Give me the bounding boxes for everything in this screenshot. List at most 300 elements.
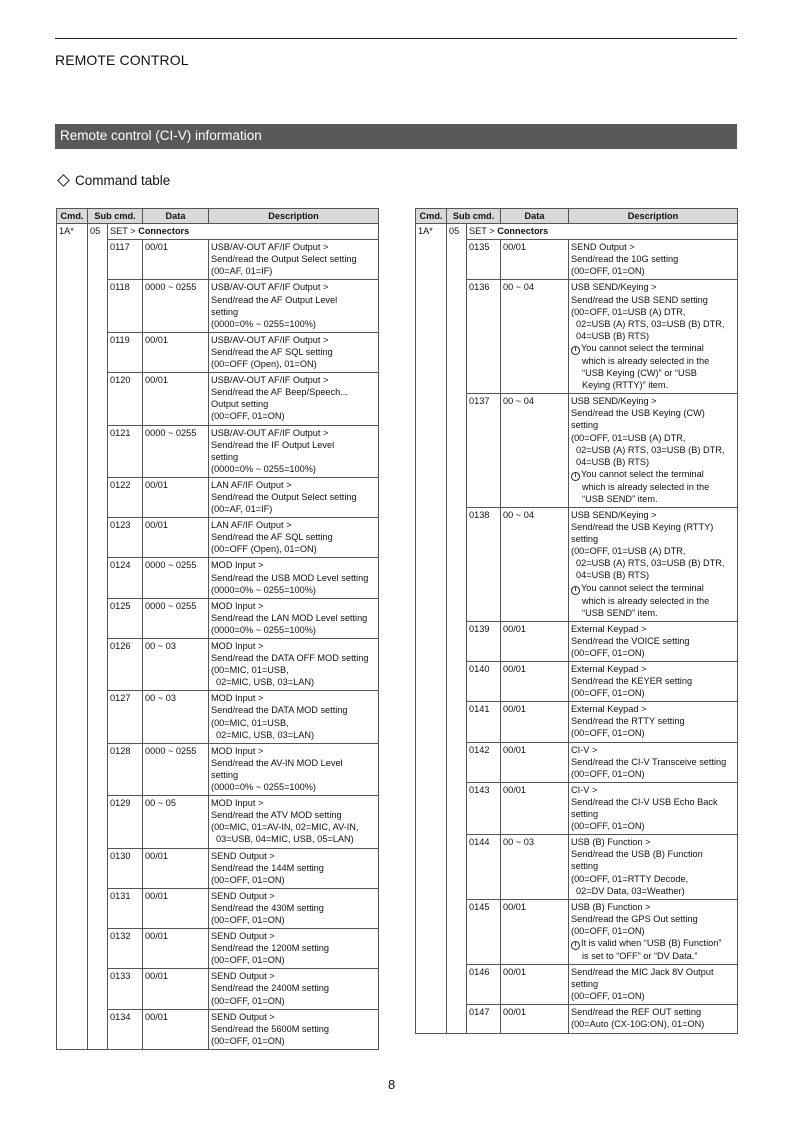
description-cell — [209, 280, 379, 332]
data-range-cell: 0000 ~ 0255 — [143, 558, 209, 598]
description-line — [571, 379, 735, 391]
description-line — [211, 531, 376, 543]
description-line-text: Send/read the 430M setting — [211, 902, 324, 913]
set-category-cell — [108, 224, 379, 240]
data-range-cell: 00/01 — [501, 899, 569, 964]
description-line-text: (00=OFF, 01=ON) — [211, 874, 285, 885]
description-line — [211, 797, 376, 809]
description-line-text: USB/AV-OUT AF/IF Output > — [211, 334, 329, 345]
description-line-text: MOD Input > — [211, 560, 264, 571]
description-line-text: (00=AF, 01=IF) — [211, 504, 273, 515]
description-line-text: (00=OFF, 01=ON) — [571, 925, 645, 936]
description-line-text: External Keypad > — [571, 704, 647, 715]
set-category-label: Connectors — [497, 226, 549, 237]
header-description: Description — [569, 209, 738, 224]
description-line-text: Send/read the USB Keying (CW) — [571, 408, 705, 419]
description-line-text: setting — [571, 861, 599, 872]
data-range-cell: 00/01 — [143, 477, 209, 517]
description-line — [211, 265, 376, 277]
description-line — [211, 543, 376, 555]
description-line — [211, 503, 376, 515]
description-line-text: (00=OFF, 01=ON) — [211, 955, 285, 966]
description-line — [571, 545, 735, 557]
description-line — [571, 456, 735, 468]
description-line — [211, 1035, 376, 1047]
description-line — [571, 635, 735, 647]
description-line — [211, 600, 376, 612]
description-line-text: USB/AV-OUT AF/IF Output > — [211, 375, 329, 386]
description-line — [211, 833, 376, 845]
description-line-text: (00=OFF, 01=ON) — [211, 995, 285, 1006]
data-range-cell: 00/01 — [501, 240, 569, 280]
set-category-cell — [467, 224, 738, 240]
cmd-cell: 1A* — [416, 224, 447, 1033]
command-table-heading — [57, 173, 170, 188]
description-line — [571, 937, 735, 950]
description-line — [211, 584, 376, 596]
description-line — [211, 241, 376, 253]
sub-code-cell: 0122 — [108, 477, 143, 517]
description-line — [571, 727, 735, 739]
sub-code-cell: 0125 — [108, 598, 143, 638]
header-sub-cmd: Sub cmd. — [447, 209, 501, 224]
description-cell — [209, 691, 379, 743]
description-line-text: setting — [571, 534, 599, 545]
description-line — [571, 407, 735, 419]
sub-code-cell: 0131 — [108, 888, 143, 928]
description-line-text: (00=OFF, 01=ON) — [571, 768, 645, 779]
description-line-text: setting — [211, 451, 239, 462]
description-line-text: (00=OFF, 01=ON) — [571, 821, 645, 832]
description-line-text: 03=USB, 04=MIC, USB, 05=LAN) — [216, 834, 354, 845]
description-line-text: USB SEND/Keying > — [571, 282, 657, 293]
data-range-cell: 00/01 — [143, 240, 209, 280]
page-number: 8 — [388, 1077, 396, 1092]
description-line-text: Send/read the AF Beep/Speech... — [211, 387, 348, 398]
description-line — [211, 491, 376, 503]
description-line-text: 04=USB (B) RTS) — [576, 330, 650, 341]
sub-code-cell: 0126 — [108, 639, 143, 691]
description-line — [211, 253, 376, 265]
data-range-cell: 0000 ~ 0255 — [143, 280, 209, 332]
set-row — [57, 224, 379, 240]
description-line — [571, 784, 735, 796]
description-line-text: SEND Output > — [211, 890, 275, 901]
data-range-cell: 00 ~ 04 — [501, 394, 569, 508]
description-line — [211, 346, 376, 358]
description-line-text: MOD Input > — [211, 600, 264, 611]
description-line-text: You cannot select the terminal — [581, 342, 704, 353]
description-line-text: Send/read the Output Select setting — [211, 254, 357, 265]
header-rule — [55, 38, 737, 39]
description-line — [571, 481, 735, 493]
description-line — [571, 1006, 735, 1018]
description-line-text: Send/read the USB (B) Function — [571, 849, 703, 860]
description-line-text: It is valid when “USB (B) Function” — [581, 937, 722, 948]
description-line — [571, 687, 735, 699]
sub-code-cell: 0142 — [467, 742, 501, 782]
description-line — [211, 874, 376, 886]
description-line — [211, 640, 376, 652]
description-line — [571, 355, 735, 367]
description-line — [211, 624, 376, 636]
description-line — [211, 954, 376, 966]
data-range-cell: 00/01 — [143, 373, 209, 425]
description-line — [211, 862, 376, 874]
description-line — [571, 925, 735, 937]
description-line — [571, 281, 735, 293]
data-range-cell: 00 ~ 04 — [501, 507, 569, 621]
description-line — [571, 744, 735, 756]
set-category-label: Connectors — [138, 226, 190, 237]
set-prefix: SET > — [110, 226, 139, 237]
description-line — [211, 982, 376, 994]
data-range-cell: 00/01 — [501, 782, 569, 834]
description-line-text: (00=OFF, 01=ON) — [571, 728, 645, 739]
description-line — [211, 572, 376, 584]
description-line-text: Keying (RTTY)” item. — [582, 380, 669, 391]
description-line — [571, 950, 735, 962]
data-range-cell: 00/01 — [501, 1005, 569, 1033]
description-line — [211, 559, 376, 571]
description-line-text: MOD Input > — [211, 798, 264, 809]
description-line — [211, 427, 376, 439]
description-cell — [569, 662, 738, 702]
description-line-text: setting — [211, 306, 239, 317]
sub-code-cell: 0124 — [108, 558, 143, 598]
sub-code-cell: 0146 — [467, 965, 501, 1005]
description-line — [571, 860, 735, 872]
description-cell — [209, 848, 379, 888]
description-line-text: (00=OFF, 01=ON) — [211, 411, 285, 422]
sub-code-cell: 0121 — [108, 425, 143, 477]
description-line — [211, 1023, 376, 1035]
description-line-text: Send/read the RTTY setting — [571, 716, 685, 727]
data-range-cell: 00 ~ 04 — [501, 280, 569, 394]
description-cell — [569, 621, 738, 661]
description-line-text: USB/AV-OUT AF/IF Output > — [211, 427, 329, 438]
description-line-text: is set to “OFF” or “DV Data.” — [582, 950, 698, 961]
description-line — [211, 439, 376, 451]
description-line — [571, 521, 735, 533]
description-line — [571, 253, 735, 265]
description-line-text: SEND Output > — [211, 850, 275, 861]
description-line — [571, 715, 735, 727]
description-line — [211, 334, 376, 346]
data-range-cell: 00/01 — [143, 888, 209, 928]
description-cell — [569, 835, 738, 899]
set-prefix: SET > — [469, 226, 498, 237]
command-table-right — [415, 208, 738, 1034]
description-line — [211, 821, 376, 833]
description-line — [211, 890, 376, 902]
description-line — [211, 519, 376, 531]
description-line — [211, 652, 376, 664]
description-line-text: 02=USB (A) RTS, 03=USB (B) DTR, — [576, 318, 725, 329]
header-cmd: Cmd. — [57, 209, 88, 224]
description-line — [571, 395, 735, 407]
description-line — [571, 990, 735, 1002]
description-line — [571, 306, 735, 318]
description-line-text: (00=MIC, 01=AV-IN, 02=MIC, AV-IN, — [211, 822, 359, 833]
description-cell — [209, 969, 379, 1009]
description-line — [571, 241, 735, 253]
description-line — [211, 781, 376, 793]
header-data: Data — [143, 209, 209, 224]
description-line — [211, 995, 376, 1007]
description-line — [211, 692, 376, 704]
data-range-cell: 00/01 — [143, 929, 209, 969]
sub-cmd-cell: 05 — [447, 224, 467, 1033]
table-header-row — [57, 209, 379, 224]
description-line-text: USB/AV-OUT AF/IF Output > — [211, 242, 329, 253]
data-range-cell: 00/01 — [501, 662, 569, 702]
description-line — [571, 848, 735, 860]
description-line — [211, 902, 376, 914]
description-line — [211, 318, 376, 330]
description-line — [571, 607, 735, 619]
sub-code-cell: 0140 — [467, 662, 501, 702]
set-row — [416, 224, 738, 240]
description-line — [571, 330, 735, 342]
cmd-cell: 1A* — [57, 224, 88, 1050]
description-line — [211, 294, 376, 306]
sub-code-cell: 0136 — [467, 280, 501, 394]
note-icon: i — [571, 346, 580, 355]
description-line-text: USB (B) Function > — [571, 837, 651, 848]
sub-code-cell: 0119 — [108, 332, 143, 372]
description-line — [571, 265, 735, 277]
description-line — [211, 745, 376, 757]
description-cell — [569, 899, 738, 964]
description-line-text: Send/read the Output Select setting — [211, 491, 357, 502]
description-line — [571, 432, 735, 444]
description-cell — [209, 332, 379, 372]
description-line-text: (00=OFF, 01=ON) — [211, 914, 285, 925]
sub-code-cell: 0130 — [108, 848, 143, 888]
description-line — [211, 664, 376, 676]
header-sub-cmd: Sub cmd. — [88, 209, 143, 224]
description-cell — [209, 240, 379, 280]
description-line-text: (00=OFF, 01=ON) — [571, 688, 645, 699]
description-line — [571, 808, 735, 820]
description-line-text: 02=USB (A) RTS, 03=USB (B) DTR, — [576, 444, 725, 455]
description-line — [211, 358, 376, 370]
description-line-text: which is already selected in the — [582, 355, 710, 366]
description-line — [571, 444, 735, 456]
description-line-text: USB SEND/Keying > — [571, 396, 657, 407]
description-line — [211, 914, 376, 926]
description-line-text: LAN AF/IF Output > — [211, 520, 292, 531]
description-line-text: (0000=0% ~ 0255=100%) — [211, 584, 316, 595]
description-line-text: You cannot select the terminal — [581, 468, 704, 479]
description-line — [571, 966, 735, 978]
sub-code-cell: 0118 — [108, 280, 143, 332]
description-line-text: Send/read the IF Output Level — [211, 439, 335, 450]
description-cell — [569, 702, 738, 742]
description-line-text: (00=Auto (CX-10G:ON), 01=ON) — [571, 1019, 705, 1030]
description-line — [571, 647, 735, 659]
sub-code-cell: 0147 — [467, 1005, 501, 1033]
description-line — [211, 410, 376, 422]
description-line — [211, 479, 376, 491]
description-line-text: Send/read the LAN MOD Level setting — [211, 612, 368, 623]
description-cell — [209, 888, 379, 928]
header-data: Data — [501, 209, 569, 224]
data-range-cell: 00 ~ 05 — [143, 796, 209, 848]
description-line — [571, 978, 735, 990]
description-line — [211, 930, 376, 942]
chapter-band-title: Remote control (CI-V) information — [55, 124, 737, 149]
description-line-text: which is already selected in the — [582, 595, 710, 606]
sub-code-cell: 0141 — [467, 702, 501, 742]
sub-code-cell: 0132 — [108, 929, 143, 969]
description-line — [571, 468, 735, 481]
table-header-row — [416, 209, 738, 224]
description-line — [211, 769, 376, 781]
description-line-text: External Keypad > — [571, 623, 647, 634]
sub-code-cell: 0123 — [108, 518, 143, 558]
description-cell — [569, 782, 738, 834]
sub-code-cell: 0128 — [108, 743, 143, 795]
description-line-text: Send/read the ATV MOD setting — [211, 810, 342, 821]
data-range-cell: 0000 ~ 0255 — [143, 743, 209, 795]
description-line-text: Send/read the AF Output Level — [211, 294, 338, 305]
description-line-text: SEND Output > — [211, 971, 275, 982]
description-line — [571, 885, 735, 897]
description-line-text: setting — [571, 420, 599, 431]
description-line-text: (00=OFF, 01=ON) — [211, 1035, 285, 1046]
data-range-cell: 00/01 — [501, 621, 569, 661]
description-line-text: Send/read the 10G setting — [571, 254, 679, 265]
description-line — [211, 809, 376, 821]
sub-code-cell: 0120 — [108, 373, 143, 425]
description-cell — [209, 425, 379, 477]
data-range-cell: 00/01 — [143, 332, 209, 372]
description-cell — [569, 965, 738, 1005]
data-range-cell: 00/01 — [501, 702, 569, 742]
description-line — [211, 281, 376, 293]
description-line-text: which is already selected in the — [582, 481, 710, 492]
description-line — [571, 820, 735, 832]
description-line — [211, 1011, 376, 1023]
note-icon: i — [571, 472, 580, 481]
sub-code-cell: 0127 — [108, 691, 143, 743]
description-line-text: You cannot select the terminal — [581, 582, 704, 593]
description-line — [571, 913, 735, 925]
note-icon: i — [571, 941, 580, 950]
description-line-text: Send/read the GPS Out setting — [571, 913, 698, 924]
description-cell — [209, 477, 379, 517]
description-cell — [209, 558, 379, 598]
data-range-cell: 00/01 — [501, 965, 569, 1005]
description-line — [571, 533, 735, 545]
description-cell — [209, 639, 379, 691]
description-line-text: (00=OFF, 01=USB (A) DTR, — [571, 306, 686, 317]
data-range-cell: 00 ~ 03 — [143, 639, 209, 691]
sub-code-cell: 0133 — [108, 969, 143, 1009]
description-line — [571, 873, 735, 885]
description-cell — [209, 929, 379, 969]
description-line-text: (00=OFF (Open), 01=ON) — [211, 544, 317, 555]
description-line-text: LAN AF/IF Output > — [211, 479, 292, 490]
description-line-text: (0000=0% ~ 0255=100%) — [211, 318, 316, 329]
description-line — [571, 796, 735, 808]
description-line — [571, 768, 735, 780]
description-line — [571, 493, 735, 505]
description-line-text: MOD Input > — [211, 641, 264, 651]
description-line — [211, 676, 376, 688]
description-line-text: USB (B) Function > — [571, 901, 651, 912]
data-range-cell: 00/01 — [143, 1009, 209, 1049]
description-line — [571, 675, 735, 687]
description-line-text: Send/read the USB Keying (RTTY) — [571, 522, 714, 533]
description-line — [571, 294, 735, 306]
description-cell — [209, 1009, 379, 1049]
description-line-text: Send/read the KEYER setting — [571, 676, 693, 687]
data-range-cell: 00/01 — [501, 742, 569, 782]
description-line-text: Send/read the 144M setting — [211, 862, 324, 873]
description-line-text: (00=OFF, 01=ON) — [571, 647, 645, 658]
header-description: Description — [209, 209, 379, 224]
description-line — [211, 729, 376, 741]
description-cell — [209, 373, 379, 425]
description-line-text: (00=OFF, 01=ON) — [571, 991, 645, 1002]
description-line — [571, 582, 735, 595]
description-line — [571, 557, 735, 569]
description-line — [571, 367, 735, 379]
description-line-text: Send/read the AV-IN MOD Level — [211, 757, 343, 768]
description-line-text: Send/read the USB MOD Level setting — [211, 572, 369, 583]
description-line — [211, 306, 376, 318]
description-line-text: Send/read the REF OUT setting — [571, 1007, 702, 1018]
description-line-text: 02=MIC, USB, 03=LAN) — [216, 729, 315, 740]
description-line-text: Send/read the VOICE setting — [571, 635, 690, 646]
description-line-text: Send/read the USB SEND setting — [571, 294, 708, 305]
description-line — [571, 663, 735, 675]
sub-code-cell: 0117 — [108, 240, 143, 280]
description-line-text: Send/read the AF SQL setting — [211, 532, 333, 543]
data-range-cell: 00 ~ 03 — [501, 835, 569, 899]
command-table-heading-text: Command table — [75, 173, 171, 188]
description-cell — [209, 743, 379, 795]
description-line-text: “USB SEND” item. — [582, 493, 658, 504]
description-line-text: CI-V > — [571, 744, 598, 755]
description-line — [571, 509, 735, 521]
description-line-text: Send/read the 1200M setting — [211, 943, 330, 954]
data-range-cell: 00/01 — [143, 969, 209, 1009]
description-line-text: “USB Keying (CW)” or “USB — [582, 368, 697, 379]
note-icon: i — [571, 586, 580, 595]
description-line-text: CI-V > — [571, 784, 598, 795]
description-line-text: Send/read the CI-V USB Echo Back — [571, 796, 718, 807]
data-range-cell: 00/01 — [143, 518, 209, 558]
description-cell — [569, 280, 738, 394]
description-line — [571, 756, 735, 768]
description-line-text: (0000=0% ~ 0255=100%) — [211, 624, 316, 635]
description-line-text: Send/read the DATA MOD setting — [211, 705, 348, 716]
section-title: REMOTE CONTROL — [55, 52, 189, 68]
description-line-text: SEND Output > — [211, 1011, 275, 1022]
diamond-bullet-icon — [57, 175, 70, 188]
description-line-text: (00=OFF (Open), 01=ON) — [211, 359, 317, 370]
description-line — [211, 463, 376, 475]
description-line-text: (0000=0% ~ 0255=100%) — [211, 463, 316, 474]
sub-code-cell: 0129 — [108, 796, 143, 848]
description-line — [211, 374, 376, 386]
description-line-text: Send/read the MIC Jack 8V Output — [571, 967, 714, 978]
description-line-text: (00=MIC, 01=USB, — [211, 665, 289, 676]
